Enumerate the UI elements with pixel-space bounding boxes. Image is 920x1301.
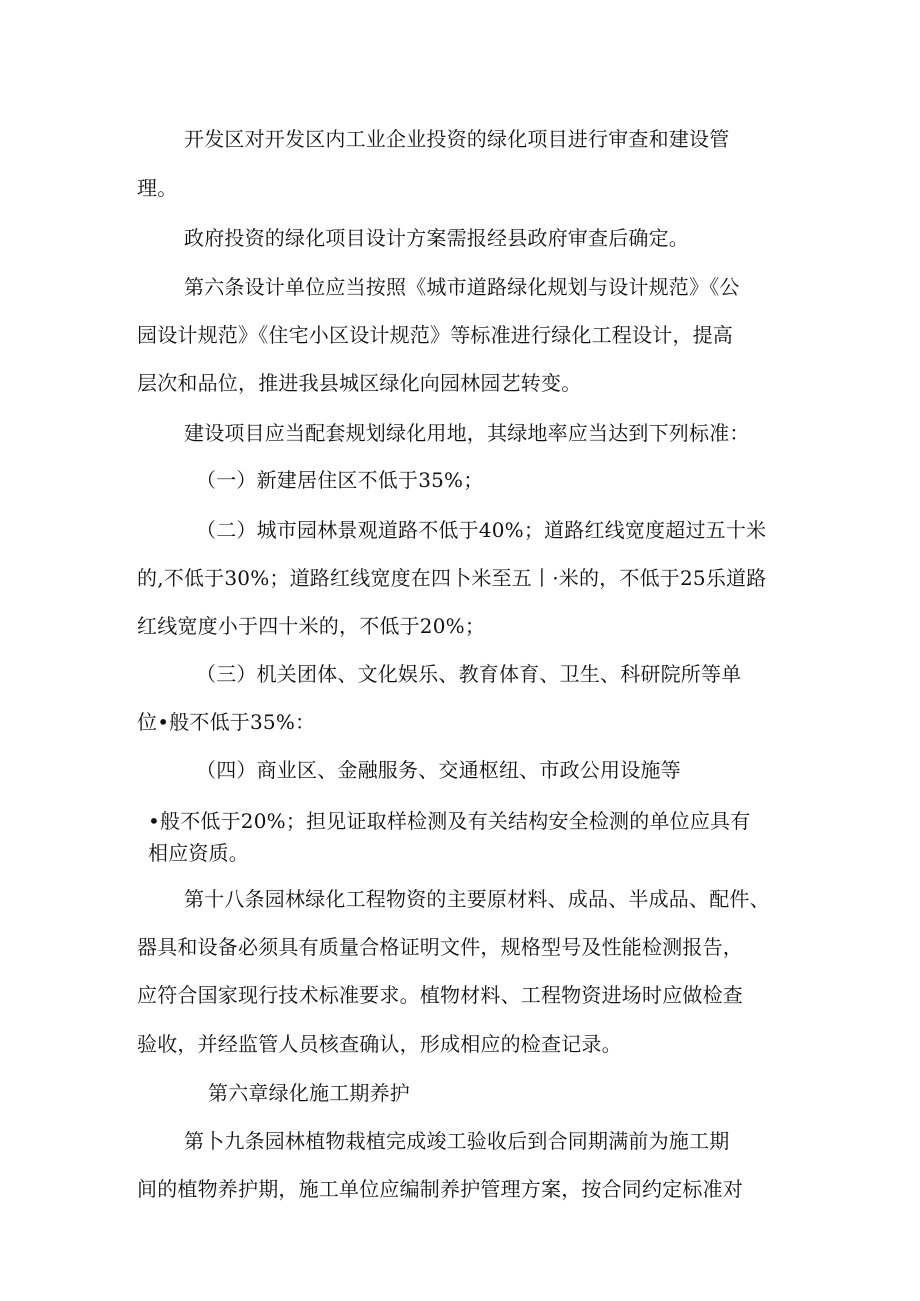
- list-item: （四）商业区、金融服务、交通枢纽、市政公用设施等: [196, 758, 681, 782]
- text-line: 应符合国家现行技术标准要求。植物材料、工程物资进场时应做检查: [137, 983, 743, 1007]
- text-line: 第卜九条园林植物栽植完成竣工验收后到合同期满前为施工期: [184, 1129, 730, 1153]
- text-line: •般不低于20%；担见证取样检测及有关结构安全检测的单位应具有: [148, 809, 751, 833]
- text-line: 开发区对开发区内工业企业投资的绿化项目进行审查和建设管: [184, 127, 730, 151]
- text-line: 建设项目应当配套规划绿化用地，其绿地率应当达到下列标准：: [184, 421, 750, 445]
- list-item: （三）机关团体、文化娱乐、教育体育、卫生、科研院所等单: [196, 662, 742, 686]
- text-line: 验收，并经监管人员核查确认，形成相应的检查记录。: [137, 1032, 622, 1056]
- text-line: 第十八条园林绿化工程物资的主要原材料、成品、半成品、配件、: [184, 887, 770, 911]
- text-line: 的,不低于30%；道路红线宽度在四卜米至五丨·米的，不低于25乐道路: [137, 566, 767, 590]
- text-line: 政府投资的绿化项目设计方案需报经县政府审查后确定。: [184, 226, 689, 250]
- text-line: 园设计规范》《住宅小区设计规范》等标准进行绿化工程设计，提高: [137, 323, 733, 347]
- text-line: 理。: [137, 176, 178, 200]
- text-line: 层次和品位，推进我县城区绿化向园林园艺转变。: [137, 371, 582, 395]
- text-line: 第六条设计单位应当按照《城市道路绿化规划与设计规范》《公: [184, 275, 740, 299]
- text-line: 间的植物养护期，施工单位应编制养护管理方案，按合同约定标准对: [137, 1177, 743, 1201]
- text-line: 位•般不低于35%：: [137, 710, 316, 734]
- text-line: 相应资质。: [148, 841, 249, 865]
- text-line: 器具和设备必须具有质量合格证明文件，规格型号及性能检测报告，: [137, 935, 743, 959]
- list-item: （一）新建居住区不低于35%；: [196, 468, 484, 492]
- list-item: （二）城市园林景观道路不低于40%；道路红线宽度超过五十米: [196, 518, 767, 542]
- text-line: 红线宽度小于四十米的，不低于20%；: [137, 614, 486, 638]
- chapter-heading: 第六章绿化施工期养护: [208, 1081, 410, 1105]
